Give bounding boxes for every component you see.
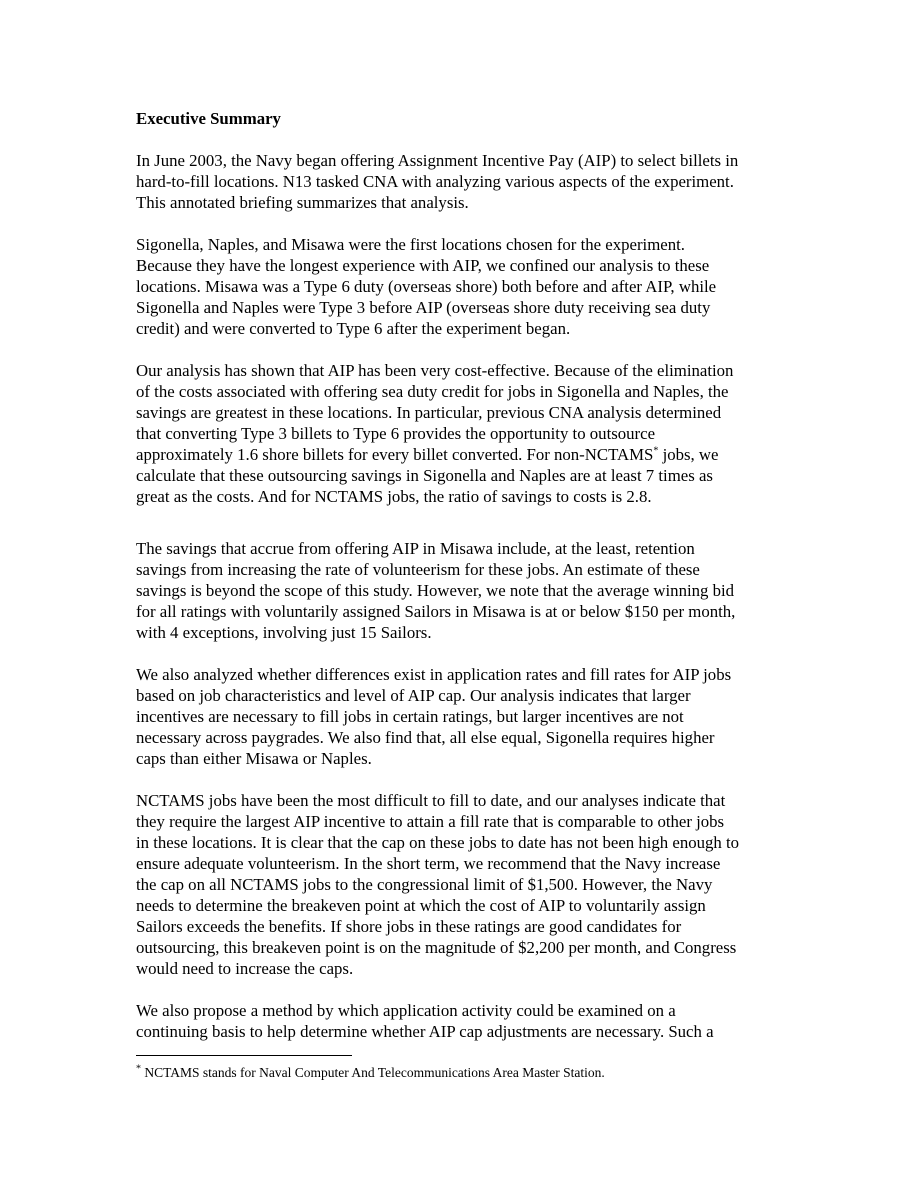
footnote-mark: * <box>136 1063 141 1075</box>
text-line: for all ratings with voluntarily assigned Sailors in Misawa is at or below $150 per month, <box>136 602 736 621</box>
text-line: This annotated briefing summarizes that analysis. <box>136 193 469 212</box>
text-line: needs to determine the breakeven point at which the cost of AIP to voluntarily assign <box>136 896 706 915</box>
text-line: The savings that accrue from offering AIP in Misawa include, at the least, retention <box>136 539 695 558</box>
footnote-divider <box>136 1055 352 1056</box>
text-line: of the costs associated with offering sea duty credit for jobs in Sigonella and Naples, the <box>136 382 729 401</box>
footnote <box>136 1064 605 1081</box>
text-line: locations. Misawa was a Type 6 duty (overseas shore) both before and after AIP, while <box>136 277 717 296</box>
text-line: continuing basis to help determine whether AIP cap adjustments are necessary. Such a <box>136 1022 714 1041</box>
text-line: savings is beyond the scope of this study. However, we note that the average winning bid <box>136 581 735 600</box>
text-line: hard-to-fill locations. N13 tasked CNA with analyzing various aspects of the experiment. <box>136 172 734 191</box>
text-line: savings are greatest in these locations. In particular, previous CNA analysis determined <box>136 403 722 422</box>
text-line: savings from increasing the rate of volunteerism for these jobs. An estimate of these <box>136 560 700 579</box>
text-line: We also propose a method by which application activity could be examined on a <box>136 1001 676 1020</box>
paragraph-method-proposal <box>136 1000 790 1042</box>
text-line: in these locations. It is clear that the cap on these jobs to date has not been high enough to <box>136 833 740 852</box>
text-line: Sigonella, Naples, and Misawa were the first locations chosen for the experiment. <box>136 235 685 254</box>
text-line: incentives are necessary to fill jobs in certain ratings, but larger incentives are not <box>136 707 684 726</box>
text-line: that converting Type 3 billets to Type 6 provides the opportunity to outsource <box>136 424 656 443</box>
text-line: outsourcing, this breakeven point is on the magnitude of $2,200 per month, and Congress <box>136 938 737 957</box>
text-line: Sailors exceeds the benefits. If shore jobs in these ratings are good candidates for <box>136 917 682 936</box>
text-line: ensure adequate volunteerism. In the short term, we recommend that the Navy increase <box>136 854 721 873</box>
text-line: In June 2003, the Navy began offering Assignment Incentive Pay (AIP) to select billets in <box>136 151 739 170</box>
text-line: calculate that these outsourcing savings in Sigonella and Naples are at least 7 times as <box>136 466 713 485</box>
paragraph-application-rates <box>136 664 790 769</box>
paragraph-intro <box>136 150 790 213</box>
text-line: We also analyzed whether differences exist in application rates and fill rates for AIP jobs <box>136 665 732 684</box>
footnote-text: NCTAMS stands for Naval Computer And Telecommunications Area Master Station. <box>141 1065 605 1080</box>
footnote-reference[interactable]: * <box>653 445 659 457</box>
paragraph-locations <box>136 234 790 339</box>
text-line: would need to increase the caps. <box>136 959 354 978</box>
paragraph-cost-effectiveness <box>136 360 790 507</box>
text-line: Our analysis has shown that AIP has been very cost-effective. Because of the elimination <box>136 361 734 380</box>
text-line: NCTAMS jobs have been the most difficult to fill to date, and our analyses indicate that <box>136 791 726 810</box>
text-line: caps than either Misawa or Naples. <box>136 749 372 768</box>
paragraph-misawa-savings <box>136 538 790 643</box>
text-segment: approximately 1.6 shore billets for every billet converted. For non-NCTAMS <box>136 445 654 464</box>
text-line-with-footnote-ref <box>136 444 790 465</box>
text-line: Because they have the longest experience with AIP, we confined our analysis to these <box>136 256 710 275</box>
text-line: the cap on all NCTAMS jobs to the congressional limit of $1,500. However, the Navy <box>136 875 713 894</box>
text-line: Sigonella and Naples were Type 3 before AIP (overseas shore duty receiving sea duty <box>136 298 711 317</box>
document-body <box>136 108 790 1063</box>
section-heading: Executive Summary <box>136 109 281 128</box>
text-line: with 4 exceptions, involving just 15 Sailors. <box>136 623 432 642</box>
text-line: necessary across paygrades. We also find that, all else equal, Sigonella requires higher <box>136 728 715 747</box>
paragraph-nctams-jobs <box>136 790 790 979</box>
text-line: they require the largest AIP incentive to attain a fill rate that is comparable to other jobs <box>136 812 725 831</box>
text-segment: jobs, we <box>658 445 719 464</box>
text-line: based on job characteristics and level of AIP cap. Our analysis indicates that larger <box>136 686 691 705</box>
text-line: credit) and were converted to Type 6 after the experiment began. <box>136 319 571 338</box>
text-line: great as the costs. And for NCTAMS jobs, the ratio of savings to costs is 2.8. <box>136 487 652 506</box>
